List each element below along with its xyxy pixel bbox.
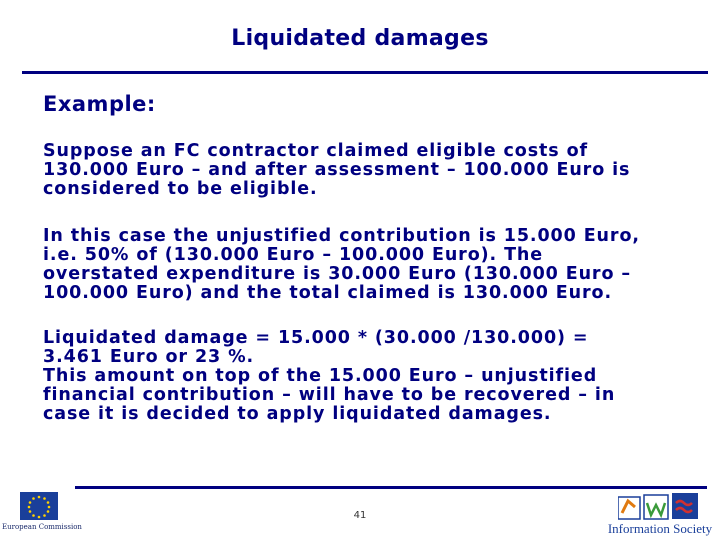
text-line: 130.000 Euro – and after assessment – 100.000 Euro is [43, 160, 631, 180]
text-line: case it is decided to apply liquidated damages. [43, 404, 552, 424]
eu-flag-icon [20, 492, 58, 520]
page-number: 41 [353, 510, 367, 521]
paragraph-unjustified [43, 227, 713, 303]
text-line: In this case the unjustified contribution is 15.000 Euro, [43, 226, 640, 246]
text-line: considered to be eligible. [43, 179, 318, 199]
european-commission-label: European Commission [2, 523, 82, 531]
information-society-icons [618, 491, 708, 521]
text-line: i.e. 50% of (130.000 Euro – 100.000 Euro). The [43, 245, 544, 265]
text-line: 3.461 Euro or 23 %. [43, 347, 255, 367]
information-society-logo [598, 488, 720, 540]
text-line: Suppose an FC contractor claimed eligible costs of [43, 141, 589, 161]
text-line: This amount on top of the 15.000 Euro – unjustified [43, 366, 598, 386]
text-line: financial contribution – will have to be recovered – in [43, 385, 616, 405]
european-commission-logo [0, 488, 82, 540]
slide-title: Liquidated damages [231, 26, 489, 51]
paragraph-liquidated-damage [43, 329, 713, 424]
text-line: overstated expenditure is 30.000 Euro (130.000 Euro – [43, 264, 632, 284]
example-heading: Example: [43, 92, 156, 116]
paragraph-claim [43, 142, 713, 199]
text-line: 100.000 Euro) and the total claimed is 130.000 Euro. [43, 283, 613, 303]
text-line: Liquidated damage = 15.000 * (30.000 /130.000) = [43, 328, 589, 348]
title-divider [22, 71, 708, 74]
information-society-label: Information Society [607, 521, 713, 536]
